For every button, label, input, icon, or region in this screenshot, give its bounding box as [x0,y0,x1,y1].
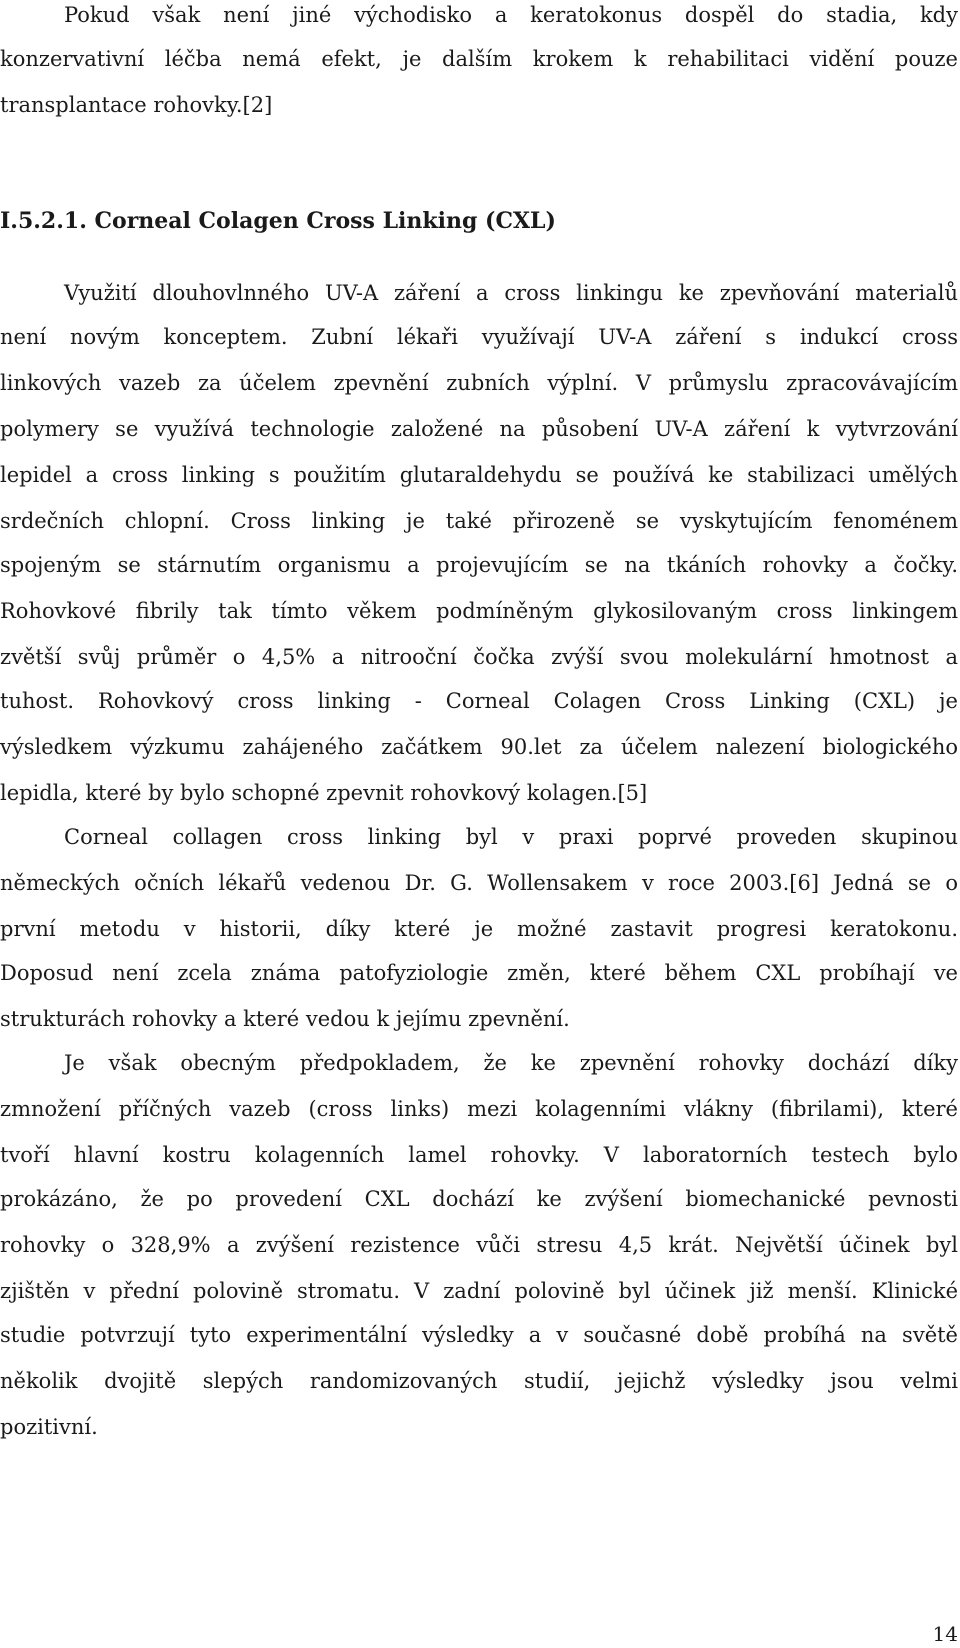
text-line: polymery se využívá technologie založené na působení UV-A záření k vytvrzování [0,417,958,441]
text-line: Pokud však není jiné východisko a keratokonus dospěl do stadia, kdy [64,3,958,27]
text-line: tvoří hlavní kostru kolagenních lamel rohovky. V laboratorních testech bylo [0,1143,958,1167]
text-line: německých očních lékařů vedenou Dr. G. Wollensakem v roce 2003.[6] Jedná se o [0,871,958,895]
text-line: transplantace rohovky.[2] [0,93,273,117]
text-line: studie potvrzují tyto experimentální výsledky a v současné době probíhá na světě [0,1323,958,1347]
text-line: strukturách rohovky a které vedou k jejímu zpevnění. [0,1007,570,1031]
text-line: konzervativní léčba nemá efekt, je dalším krokem k rehabilitaci vidění pouze [0,47,958,71]
text-line: není novým konceptem. Zubní lékaři využívají UV-A záření s indukcí cross [0,325,958,349]
page-number: 14 [932,1622,958,1646]
text-line: Rohovkové fibrily tak tímto věkem podmíněným glykosilovaným cross linkingem [0,599,958,623]
text-line: lepidel a cross linking s použitím glutaraldehydu se používá ke stabilizaci umělých [0,463,958,487]
text-line: výsledkem výzkumu zahájeného začátkem 90.let za účelem nalezení biologického [0,735,958,759]
text-line: lepidla, které by bylo schopné zpevnit rohovkový kolagen.[5] [0,781,648,805]
text-line: Corneal collagen cross linking byl v praxi poprvé proveden skupinou [64,825,958,849]
text-line: linkových vazeb za účelem zpevnění zubních výplní. V průmyslu zpracovávajícím [0,371,958,395]
text-line: zmnožení příčných vazeb (cross links) mezi kolagenními vlákny (fibrilami), které [0,1097,958,1121]
text-line: první metodu v historii, díky které je možné zastavit progresi keratokonu. [0,917,958,941]
text-line: Je však obecným předpokladem, že ke zpevnění rohovky dochází díky [64,1051,958,1075]
text-line: spojeným se stárnutím organismu a projevujícím se na tkáních rohovky a čočky. [0,553,958,577]
text-line: rohovky o 328,9% a zvýšení rezistence vůči stresu 4,5 krát. Největší účinek byl [0,1233,958,1257]
text-line: Využití dlouhovlnného UV-A záření a cross linkingu ke zpevňování materialů [64,281,958,305]
text-line: zjištěn v přední polovině stromatu. V zadní polovině byl účinek již menší. Klinické [0,1279,958,1303]
text-line: několik dvojitě slepých randomizovaných studií, jejichž výsledky jsou velmi [0,1369,958,1393]
text-line: prokázáno, že po provedení CXL dochází ke zvýšení biomechanické pevnosti [0,1187,958,1211]
text-line: srdečních chlopní. Cross linking je také přirozeně se vyskytujícím fenoménem [0,509,958,533]
text-line: Doposud není zcela známa patofyziologie změn, které během CXL probíhají ve [0,961,958,985]
section-heading: I.5.2.1. Corneal Colagen Cross Linking (CXL) [0,208,556,234]
text-line: zvětší svůj průměr o 4,5% a nitrooční čočka zvýší svou molekulární hmotnost a [0,645,958,669]
text-line: tuhost. Rohovkový cross linking - Corneal Colagen Cross Linking (CXL) je [0,689,958,713]
text-line: pozitivní. [0,1415,98,1439]
